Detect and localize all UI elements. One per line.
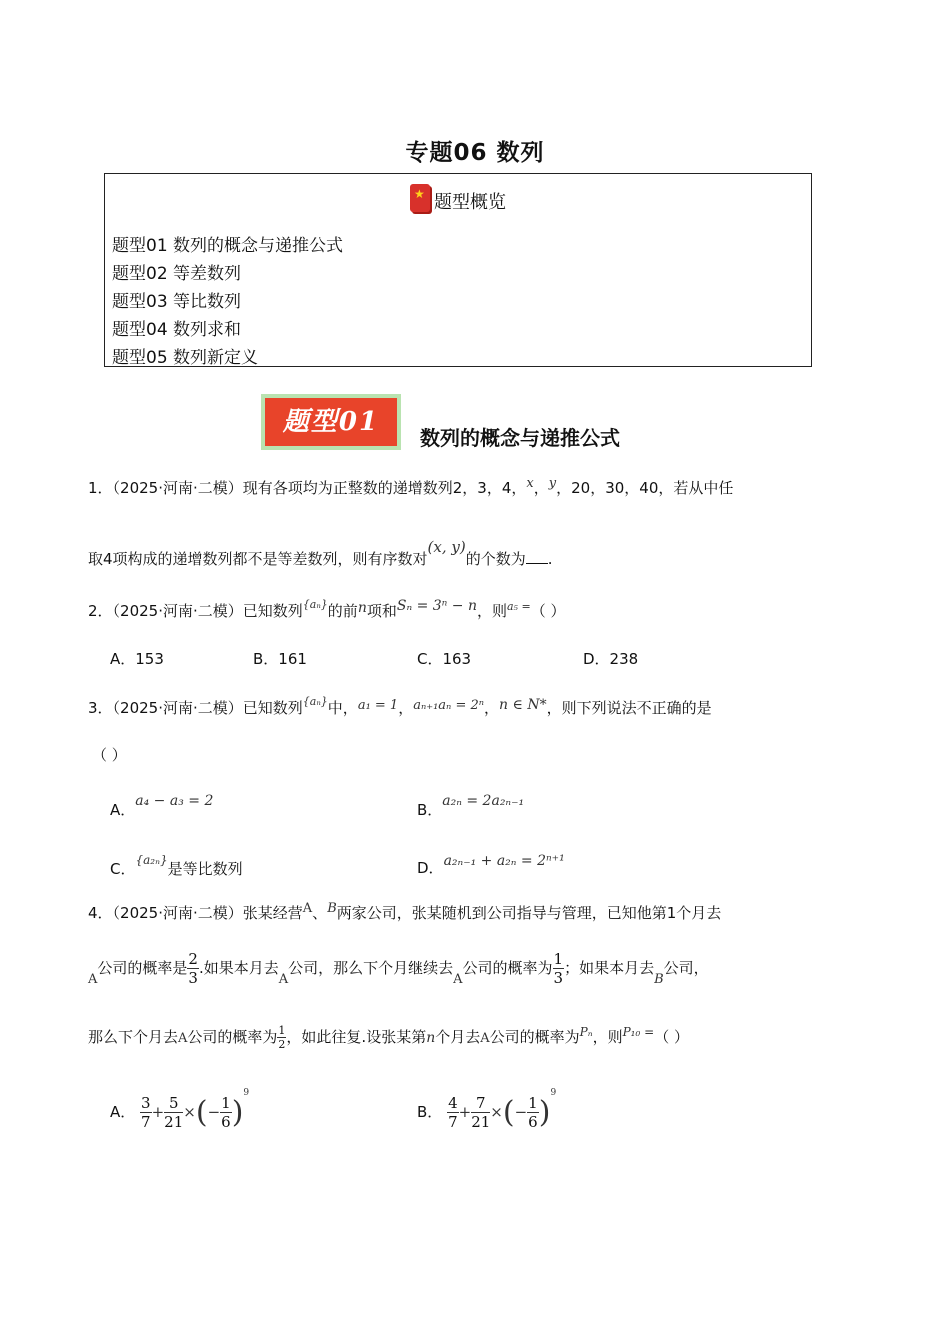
fraction: $\frac{1}{3}$ bbox=[553, 950, 564, 987]
overview-item: 题型03 等比数列 bbox=[112, 292, 242, 312]
question-1-line-2: 取4项构成的递增数列都不是等差数列，则有序数对(x, y)的个数为 . bbox=[88, 538, 553, 568]
section-badge: 题型01 bbox=[261, 394, 401, 450]
question-4-option-b[interactable]: B． $\frac{4}{7}$ + $\frac{7}{21}$ ×(− $\frac{1}{6}$ )$^9$ bbox=[417, 1088, 557, 1131]
section-title: 数列的概念与递推公式 bbox=[420, 426, 620, 450]
question-3-option-d[interactable]: D．a₂ₙ₋₁ + a₂ₙ = 2ⁿ⁺¹ bbox=[417, 853, 565, 877]
overview-box bbox=[104, 173, 812, 367]
overview-heading-text: 题型概览 bbox=[434, 192, 506, 213]
question-1-line-1: 1．（2025·河南·二模）现有各项均为正整数的递增数列2，3，4，x，y，20，30，40，若从中任 bbox=[88, 476, 734, 497]
answer-blank[interactable] bbox=[526, 549, 548, 564]
question-3-option-a[interactable]: A．a₄ − a₃ = 2 bbox=[110, 793, 214, 819]
question-3-paren: （ ） bbox=[92, 746, 127, 764]
question-2-option-c[interactable]: C．163 bbox=[417, 650, 472, 668]
question-3-option-c[interactable]: C．$^{\{a_{2n}\}}$是等比数列 bbox=[110, 853, 243, 878]
overview-item: 题型01 数列的概念与递推公式 bbox=[112, 236, 344, 256]
question-2-option-b[interactable]: B．161 bbox=[253, 650, 307, 668]
question-3-option-b[interactable]: B．a₂ₙ = 2a₂ₙ₋₁ bbox=[417, 793, 525, 819]
question-3-stem: 3．（2025·河南·二模）已知数列$^{\{a_n\}}$中，a₁ = 1，aₙ₊₁aₙ = 2ⁿ，n ∈ N*，则下列说法不正确的是 bbox=[88, 695, 712, 717]
question-2-option-a[interactable]: A．153 bbox=[110, 650, 164, 668]
question-2-stem: 2．（2025·河南·二模）已知数列$^{\{a_n\}}$的前n项和Sₙ = 3ⁿ − n，则$^{a_5 =}$（ ） bbox=[88, 598, 566, 620]
overview-item: 题型02 等差数列 bbox=[112, 264, 242, 284]
question-4-line-3: 那么下个月去A公司的概率为 $\frac{1}{2}$ ，如此往复.设张某第n个月去A公司的概率为$^{P_n}$，则$^{P_{10} =}$（ ） bbox=[88, 1024, 689, 1051]
fraction: $\frac{1}{2}$ bbox=[278, 1024, 286, 1051]
book-icon bbox=[410, 184, 430, 212]
question-2-option-d[interactable]: D．238 bbox=[583, 650, 639, 668]
question-4-line-1: 4．（2025·河南·二模）张某经营A、B两家公司，张某随机到公司指导与管理，已知他第1个月去 bbox=[88, 901, 722, 922]
overview-item: 题型04 数列求和 bbox=[112, 320, 242, 340]
page-title: 专题06 数列 bbox=[405, 140, 545, 166]
fraction: $\frac{2}{3}$ bbox=[188, 950, 198, 987]
question-4-line-2: A公司的概率是 $\frac{2}{3}$ .如果本月去A公司，那么下个月继续去A公司的概率为 $\frac{1}{3}$ ；如果本月去B公司， bbox=[88, 950, 709, 987]
overview-heading bbox=[105, 184, 811, 214]
question-4-option-a[interactable]: A． $\frac{3}{7}$ + $\frac{5}{21}$ ×(− $\frac{1}{6}$ )$^9$ bbox=[110, 1088, 250, 1131]
overview-item: 题型05 数列新定义 bbox=[112, 348, 259, 368]
